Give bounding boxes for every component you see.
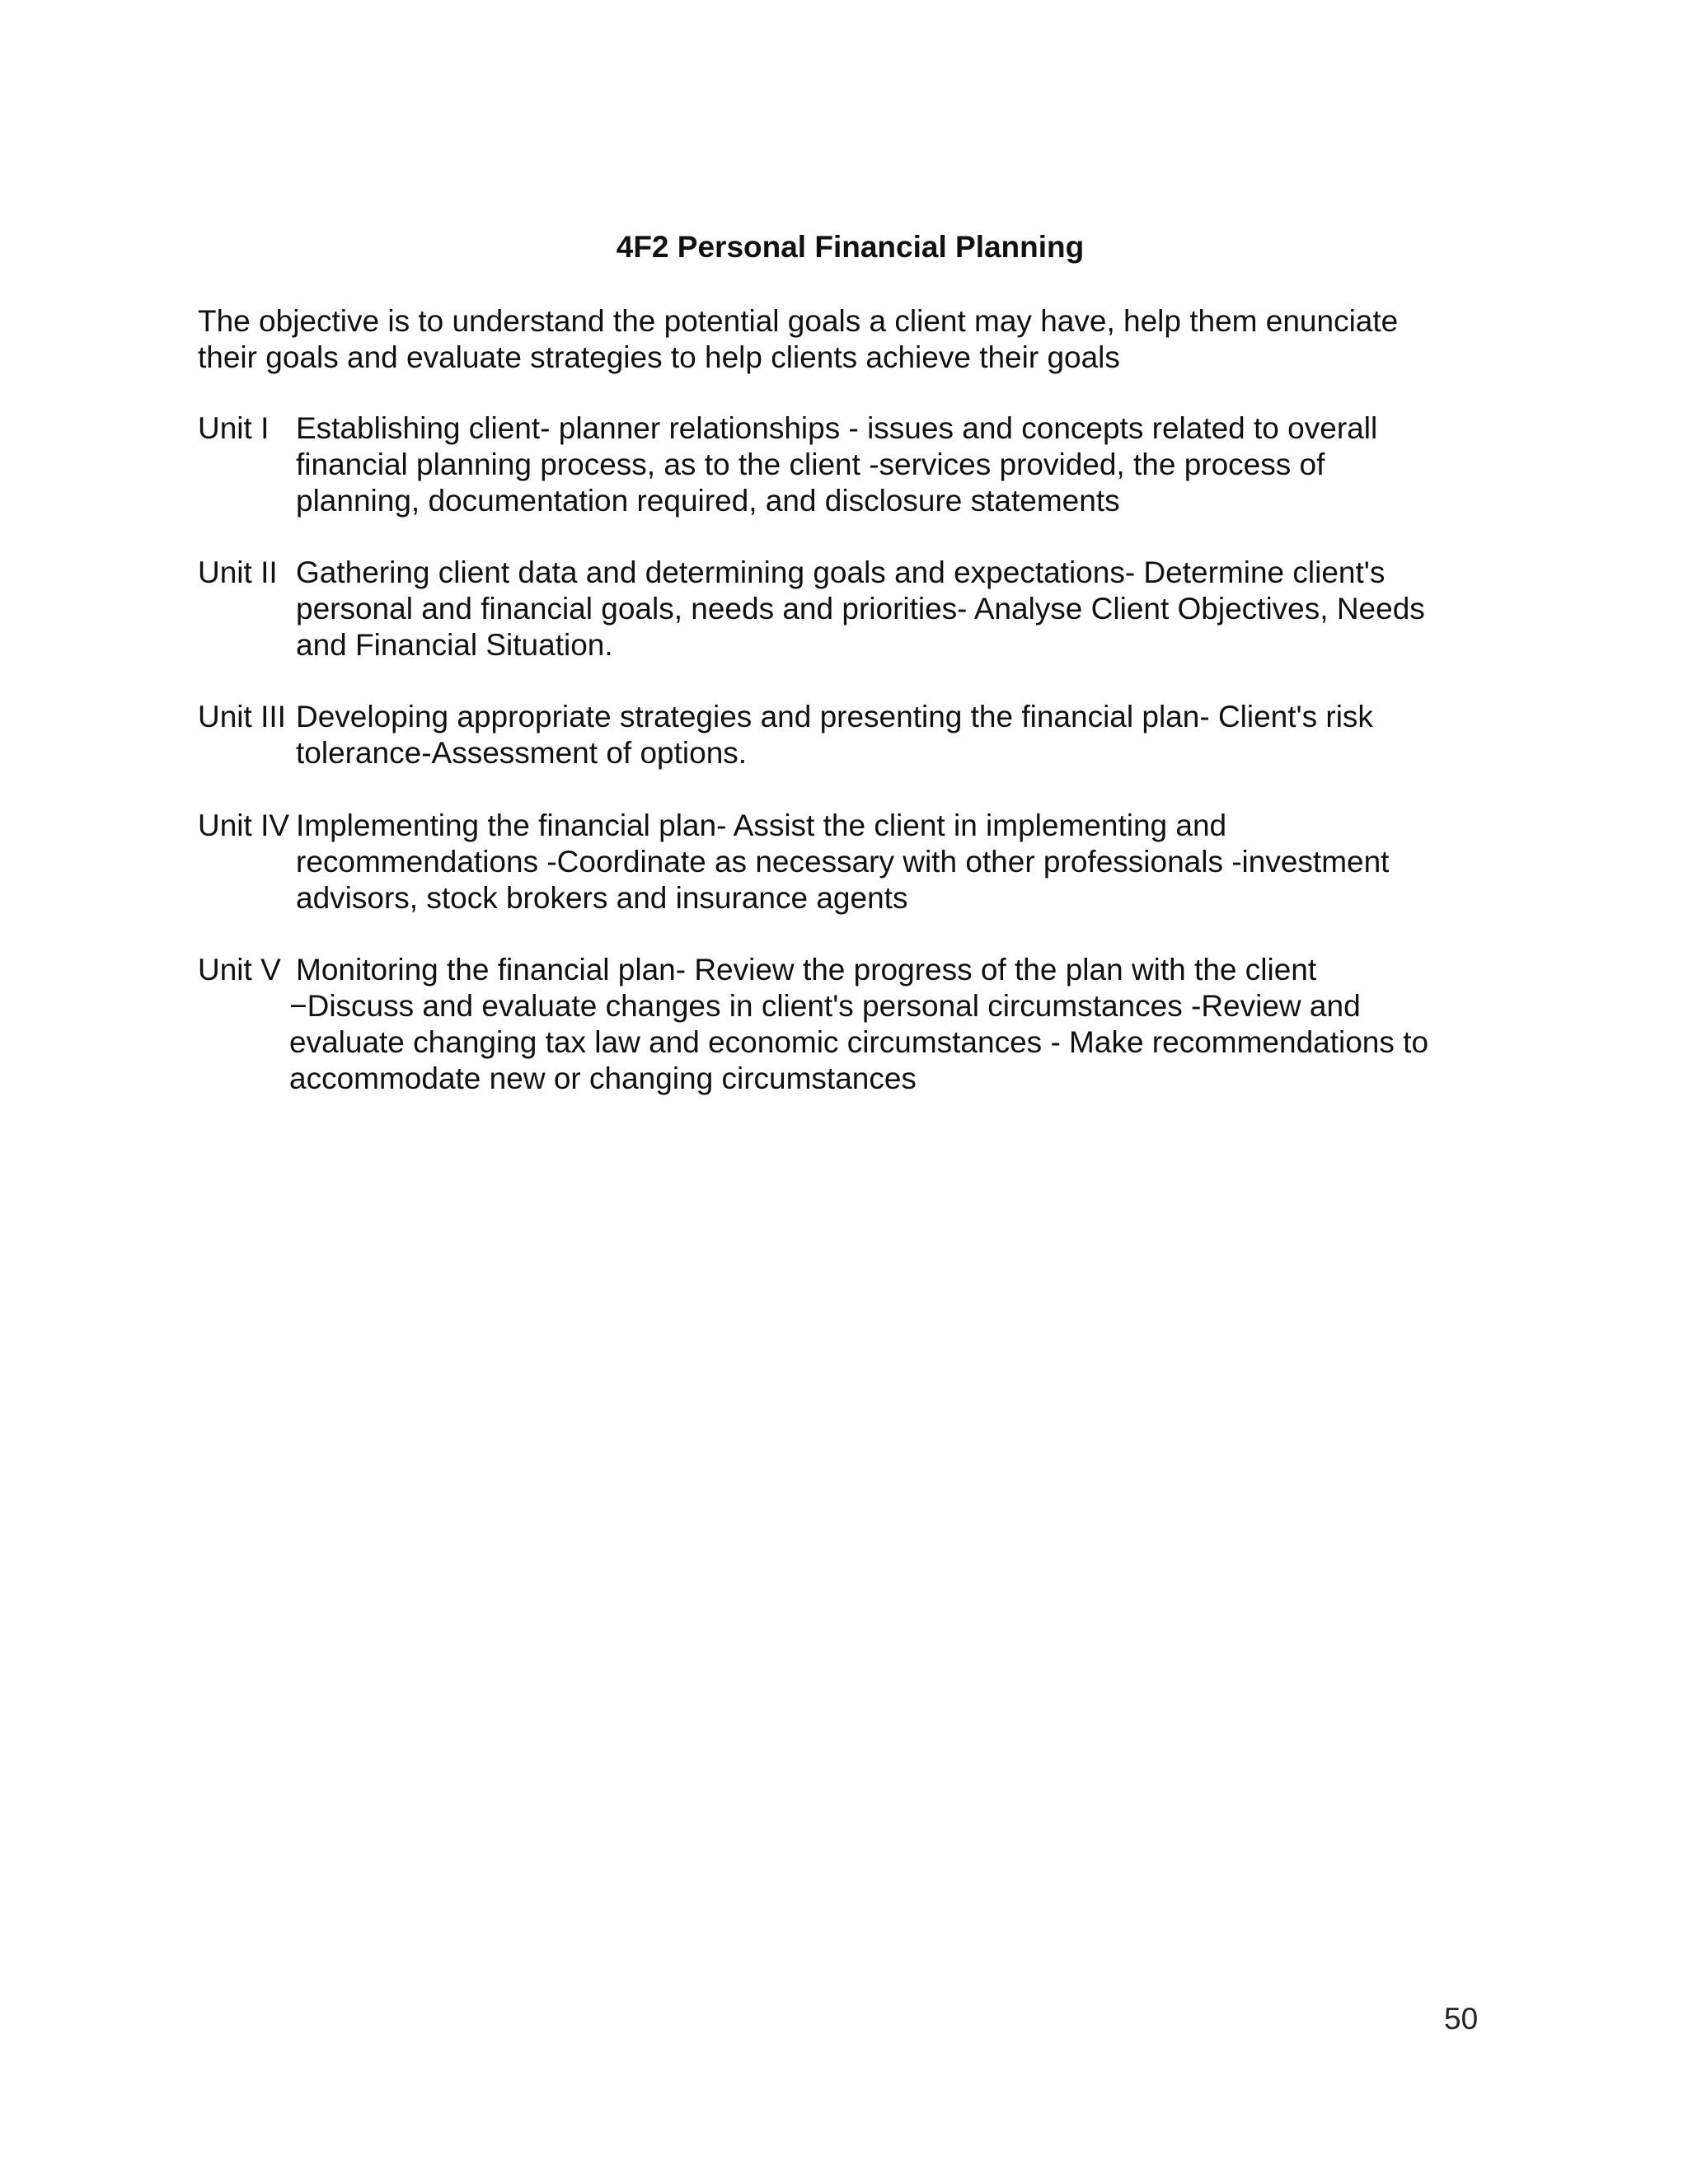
- unit-line: Developing appropriate strategies and presenting the financial plan- Client's risk: [296, 700, 1373, 733]
- unit-description: [296, 555, 1549, 663]
- unit-description: [289, 952, 1549, 1097]
- unit-line: tolerance-Assessment of options.: [296, 736, 748, 770]
- objective-paragraph: [198, 303, 1500, 376]
- page-number: 50: [1444, 2002, 1479, 2036]
- unit-label: Unit III: [198, 700, 286, 733]
- unit-line: Monitoring the financial plan- Review the progress of the plan with the client: [296, 953, 1317, 987]
- unit-label: Unit IV: [198, 808, 290, 842]
- unit-line: personal and financial goals, needs and priorities- Analyse Client Objectives, Needs: [296, 592, 1425, 626]
- unit-description: [296, 410, 1549, 519]
- unit-line: accommodate new or changing circumstances: [289, 1062, 917, 1095]
- unit-description: [296, 699, 1549, 771]
- unit-line: recommendations -Coordinate as necessary with other professionals -investment: [296, 845, 1390, 879]
- unit-line: evaluate changing tax law and economic circumstances - Make recommendations to: [289, 1025, 1429, 1059]
- unit-line: advisors, stock brokers and insurance agents: [296, 881, 908, 915]
- unit-line: Establishing client- planner relationships - issues and concepts related to overall: [296, 411, 1378, 445]
- objective-line: their goals and evaluate strategies to help clients achieve their goals: [198, 340, 1120, 374]
- unit-label: Unit I: [198, 411, 270, 445]
- page-title: 4F2 Personal Financial Planning: [616, 230, 1085, 264]
- unit-description: [296, 808, 1549, 916]
- unit-label: Unit II: [198, 555, 278, 589]
- objective-line: The objective is to understand the potential goals a client may have, help them enunciate: [198, 304, 1399, 338]
- unit-line: financial planning process, as to the client -services provided, the process of: [296, 448, 1325, 481]
- unit-line: −Discuss and evaluate changes in client's personal circumstances -Review and: [289, 989, 1361, 1023]
- unit-line: and Financial Situation.: [296, 628, 613, 662]
- unit-line: Implementing the financial plan- Assist the client in implementing and: [296, 808, 1227, 842]
- unit-line: Gathering client data and determining goals and expectations- Determine client's: [296, 555, 1386, 589]
- unit-line: planning, documentation required, and disclosure statements: [296, 484, 1120, 518]
- unit-label: Unit V: [198, 953, 281, 987]
